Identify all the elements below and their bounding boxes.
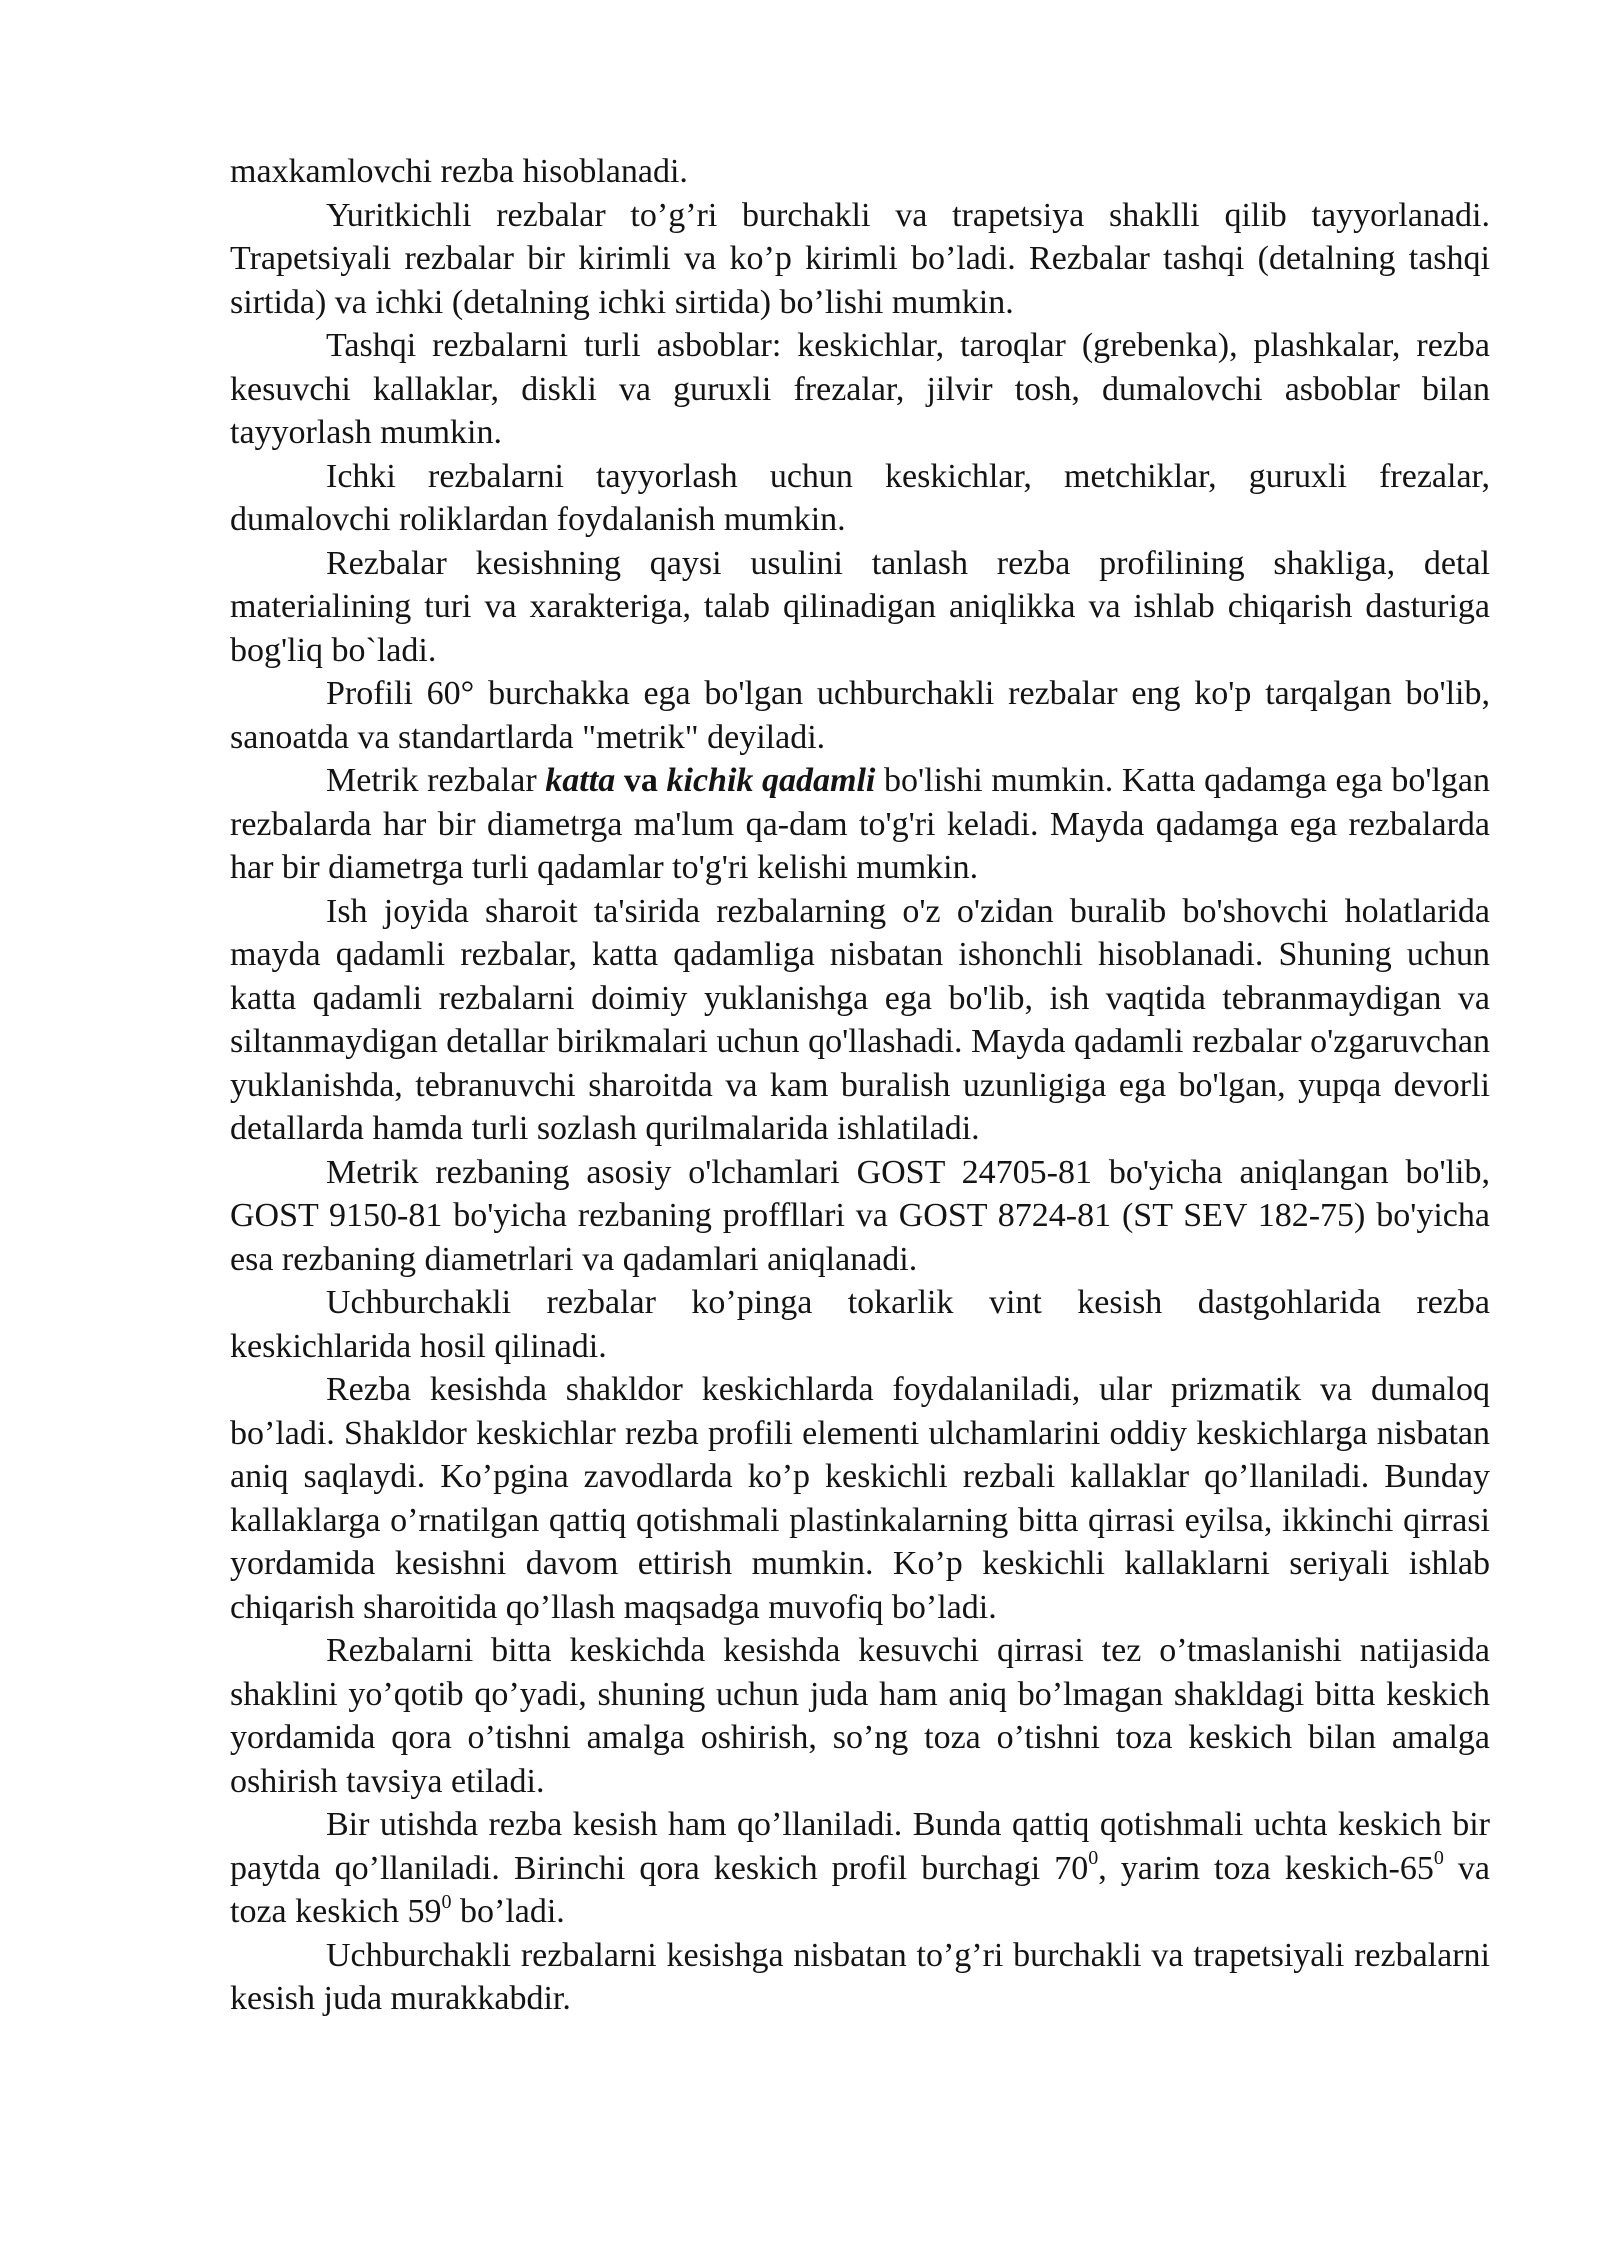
text-run: bo'lishi mumkin. Katta qadamga ega bo'lgan rezbalarda har bir diametrga ma'lum qa-dam to'g'ri keladi. Mayda qadamga ega rezbalarda har bir diametrga turli qadamlar to'g'ri kelishi mumkin. bbox=[230, 762, 1491, 886]
text-run: , yarim toza keskich-65 bbox=[1098, 1849, 1434, 1887]
degree-superscript: 0 bbox=[1088, 1847, 1099, 1870]
text-run: Metrik rezbalar bbox=[326, 762, 546, 799]
paragraph-single-pass bbox=[230, 1803, 1490, 1934]
paragraph-pitch-reliability: Ish joyida sharoit ta'sirida rezbalarning o'z o'zidan buralib bo'shovchi holatlarida mayda qadamli rezbalar, katta qadamliga nisbatan ishonchli hisoblanadi. Shuning uchun katta qadamli rezbalarni doimiy yuklanishga ega bo'lib, ish vaqtida tebranmaydigan va siltanmaydigan detallar birikmalari uchun qo'llashadi. Mayda qadamli rezbalar o'zgaruvchan yuklanishda, tebranuvchi sharoitda va kam buralish uzunligiga ega bo'lgan, yupqa devorli detallarda hamda turli sozlash qurilmalarida ishlatiladi. bbox=[230, 892, 1490, 1147]
emphasis-fine-pitch: kichik qadamli bbox=[666, 762, 876, 799]
paragraph-external-thread-tools: Tashqi rezbalarni turli asboblar: keskichlar, taroqlar (grebenka), plashkalar, rezba kesuvchi kallaklar, diskli va guruxli frezalar, jilvir tosh, dumalovchi asboblar bilan tayyorlash mumkin. bbox=[230, 327, 1490, 451]
paragraph-form-cutters: Rezba kesishda shakldor keskichlarda foydalaniladi, ular prizmatik va dumaloq bo’ladi. Shakldor keskichlar rezba profili elementi ulchamlarini oddiy keskichlarga nisbatan aniq saqlaydi. Ko’pgina zavodlarda ko’p keskichli rezbali kallaklar qo’llaniladi. Bunday kallaklarga o’rnatilgan qattiq qotishmali plastinkalarning bitta qirrasi eyilsa, ikkinchi qirrasi yordamida kesishni davom ettirish mumkin. Ko’p keskichli kallaklarni seriyali ishlab chiqarish sharoitida qo’llash maqsadga muvofiq bo’ladi. bbox=[230, 1371, 1490, 1626]
degree-superscript: 0 bbox=[1433, 1847, 1444, 1870]
text-run: Bir utishda rezba kesish ham qo’llaniladi. Bunda qattiq qotishmali uchta keskich bir paytda qo’llaniladi. Birinchi qora keskich profil burchagi 70 bbox=[230, 1806, 1490, 1887]
paragraph-metric-definition: Profili 60° burchakka ega bo'lgan uchburchakli rezbalar eng ko'p tarqalgan bo'lib, sanoatda va standartlarda "metrik" deyiladi. bbox=[230, 675, 1490, 756]
text-run: va toza keskich 59 bbox=[230, 1849, 1491, 1930]
paragraph-gost-standards: Metrik rezbaning asosiy o'lchamlari GOST 24705-81 bo'yicha aniqlangan bo'lib, GOST 9150-81 bo'yicha rezbaning proffllari va GOST 8724-81 (ST SEV 182-75) bo'yicha esa rezbaning diametrlari va qadamlari aniqlanadi. bbox=[230, 1153, 1490, 1278]
emphasis-and: va bbox=[615, 762, 667, 799]
paragraph-coarse-fine-pitch bbox=[230, 759, 1490, 890]
paragraph-single-cutter: Rezbalarni bitta keskichda kesishda kesuvchi qirrasi tez o’tmaslanishi natijasida shaklini yo’qotib qo’yadi, shuning uchun juda ham aniq bo’lmagan shakldagi bitta keskich yordamida qora o’tishni amalga oshirish, so’ng toza o’tishni toza keskich bilan amalga oshirish tavsiya etiladi. bbox=[230, 1632, 1490, 1800]
document-page bbox=[230, 150, 1490, 2021]
degree-superscript: 0 bbox=[441, 1890, 452, 1913]
paragraph-method-selection: Rezbalar kesishning qaysi usulini tanlash rezba profilining shakliga, detal materialining turi va xarakteriga, talab qilinadigan aniqlikka va ishlab chiqarish dasturiga bog'liq bo`ladi. bbox=[230, 544, 1490, 669]
paragraph-continuation: maxkamlovchi rezba hisoblanadi. bbox=[230, 153, 688, 190]
paragraph-drive-threads: Yuritkichli rezbalar to’g’ri burchakli va trapetsiya shaklli qilib tayyorlanadi. Trapetsiyali rezbalar bir kirimli va ko’p kirimli bo’ladi. Rezbalar tashqi (detalning tashqi sirtida) va ichki (detalning ichki sirtida) bo’lishi mumkin. bbox=[230, 196, 1490, 321]
emphasis-coarse: katta bbox=[545, 762, 616, 799]
paragraph-complexity: Uchburchakli rezbalarni kesishga nisbatan to’g’ri burchakli va trapetsiyali rezbalarni kesish juda murakkabdir. bbox=[230, 1936, 1490, 2017]
text-run: bo’ladi. bbox=[451, 1893, 565, 1930]
paragraph-lathe-cutting: Uchburchakli rezbalar ko’pinga tokarlik vint kesish dastgohlarida rezba keskichlarida hosil qilinadi. bbox=[230, 1284, 1490, 1365]
paragraph-internal-thread-tools: Ichki rezbalarni tayyorlash uchun keskichlar, metchiklar, guruxli frezalar, dumalovchi roliklardan foydalanish mumkin. bbox=[230, 457, 1490, 538]
